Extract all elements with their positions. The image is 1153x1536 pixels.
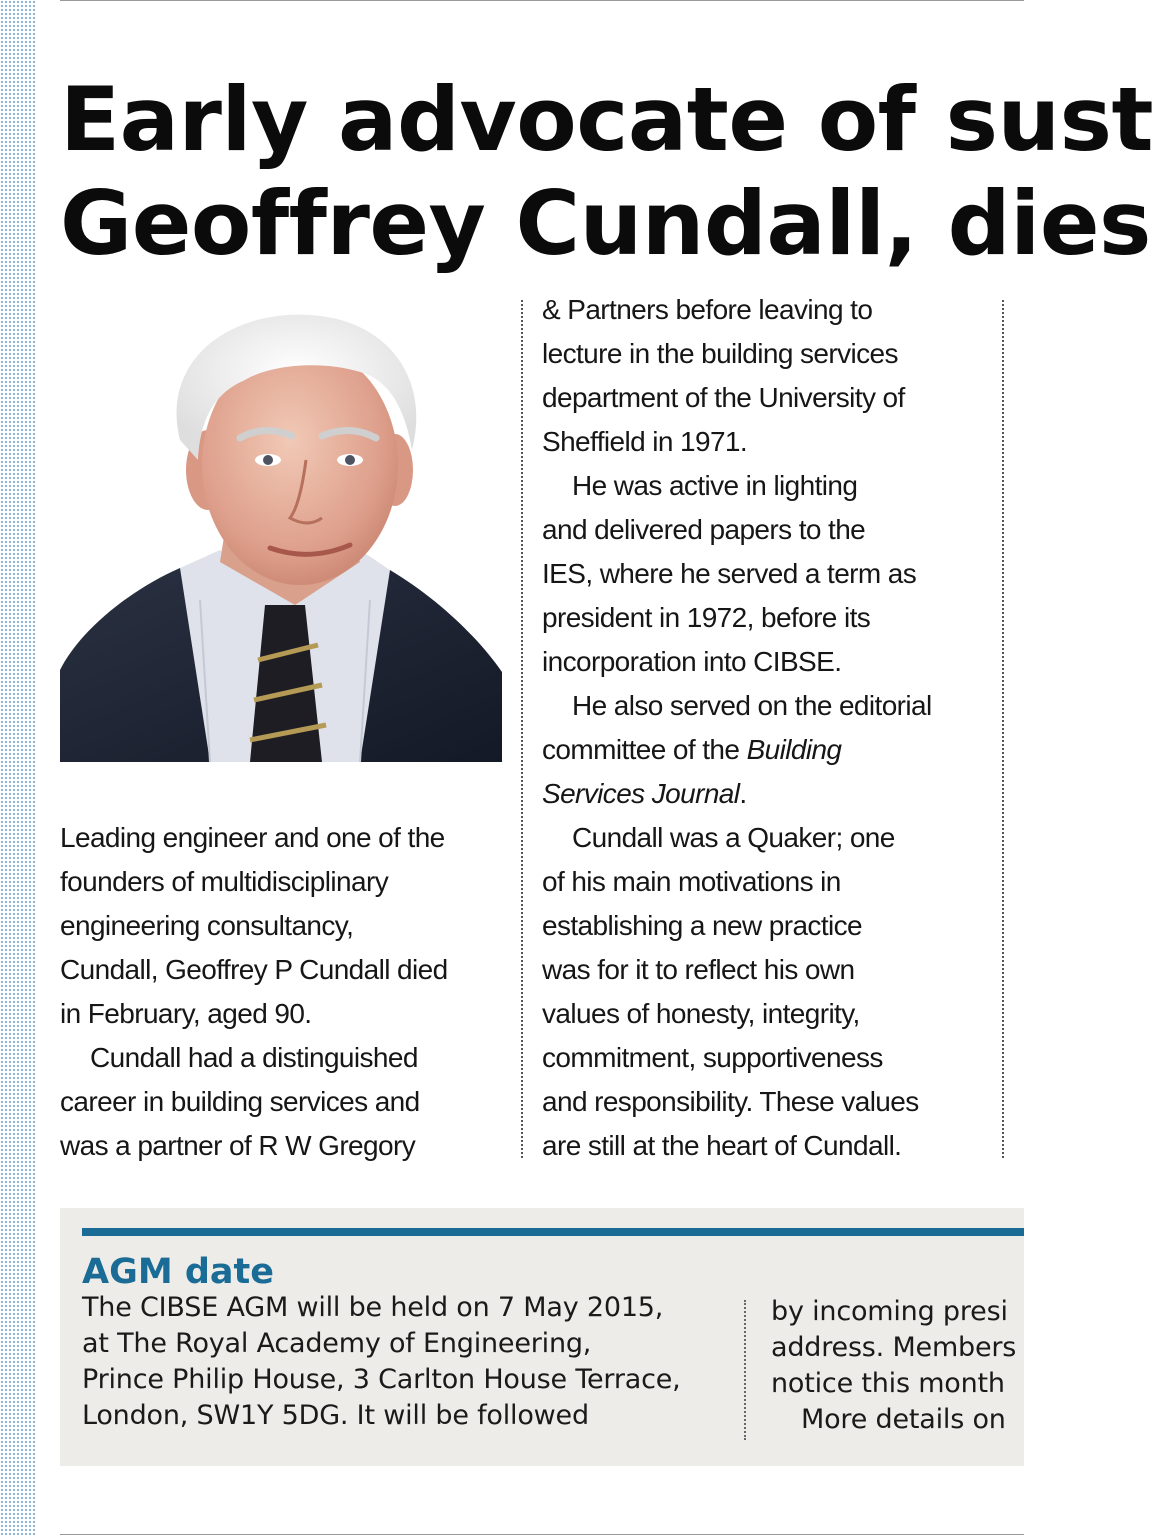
text-line: IES, where he served a term as bbox=[542, 558, 917, 589]
text-line: career in building services and bbox=[60, 1086, 420, 1117]
text-line: and delivered papers to the bbox=[542, 514, 866, 545]
headline-line-2: Geoffrey Cundall, dies bbox=[60, 172, 1151, 275]
text-line: Leading engineer and one of the bbox=[60, 822, 445, 853]
text-line: He also served on the editorial bbox=[572, 690, 932, 721]
text-fragment: committee of the bbox=[542, 734, 747, 765]
dotted-margin-strip bbox=[0, 0, 36, 1536]
text-line bbox=[542, 772, 992, 816]
agm-accent-rule bbox=[82, 1228, 1024, 1236]
text-line: commitment, supportiveness bbox=[542, 1042, 883, 1073]
text-line: by incoming presi bbox=[771, 1296, 1008, 1327]
agm-column-1 bbox=[82, 1290, 732, 1434]
text-line bbox=[542, 728, 992, 772]
text-line: of his main motivations in bbox=[542, 866, 841, 897]
column-divider bbox=[521, 300, 523, 1158]
text-line: was a partner of R W Gregory bbox=[60, 1130, 416, 1161]
text-line: London, SW1Y 5DG. It will be followed bbox=[82, 1400, 589, 1431]
text-line: & Partners before leaving to bbox=[542, 294, 873, 325]
publication-title: Services Journal bbox=[542, 778, 740, 809]
headline-line-1: Early advocate of sust bbox=[60, 68, 1153, 171]
article-column-1 bbox=[60, 816, 502, 1168]
article-column-2 bbox=[542, 288, 992, 1168]
article-headline bbox=[60, 68, 1153, 276]
text-line: Cundall had a distinguished bbox=[90, 1042, 418, 1073]
text-line: He was active in lighting bbox=[572, 470, 858, 501]
text-line: Sheffield in 1971. bbox=[542, 426, 748, 457]
bottom-rule bbox=[60, 1534, 1024, 1535]
text-line: was for it to reflect his own bbox=[542, 954, 855, 985]
agm-notice-box bbox=[60, 1208, 1024, 1466]
text-line: Cundall, Geoffrey P Cundall died bbox=[60, 954, 448, 985]
text-line: values of honesty, integrity, bbox=[542, 998, 860, 1029]
text-line: Cundall was a Quaker; one bbox=[572, 822, 895, 853]
text-line: at The Royal Academy of Engineering, bbox=[82, 1328, 592, 1359]
text-line: lecture in the building services bbox=[542, 338, 898, 369]
text-fragment: . bbox=[739, 778, 747, 809]
agm-title: AGM date bbox=[82, 1252, 274, 1292]
text-line: president in 1972, before its bbox=[542, 602, 871, 633]
column-divider bbox=[744, 1300, 746, 1440]
agm-column-2 bbox=[771, 1294, 1031, 1438]
text-line: notice this month bbox=[771, 1368, 1005, 1399]
text-line: address. Members bbox=[771, 1332, 1017, 1363]
text-line: founders of multidisciplinary bbox=[60, 866, 389, 897]
top-rule bbox=[60, 0, 1024, 1]
text-line: More details on bbox=[801, 1404, 1006, 1435]
text-line: are still at the heart of Cundall. bbox=[542, 1130, 902, 1161]
text-line: in February, aged 90. bbox=[60, 998, 312, 1029]
column-divider bbox=[1002, 300, 1004, 1158]
portrait-photo bbox=[60, 300, 502, 762]
text-line: establishing a new practice bbox=[542, 910, 862, 941]
publication-title: Building bbox=[746, 734, 842, 765]
portrait-illustration bbox=[60, 300, 502, 762]
text-line: The CIBSE AGM will be held on 7 May 2015, bbox=[82, 1292, 664, 1323]
text-line: incorporation into CIBSE. bbox=[542, 646, 842, 677]
text-line: department of the University of bbox=[542, 382, 905, 413]
text-line: engineering consultancy, bbox=[60, 910, 354, 941]
text-line: Prince Philip House, 3 Carlton House Terrace, bbox=[82, 1364, 681, 1395]
text-line: and responsibility. These values bbox=[542, 1086, 919, 1117]
